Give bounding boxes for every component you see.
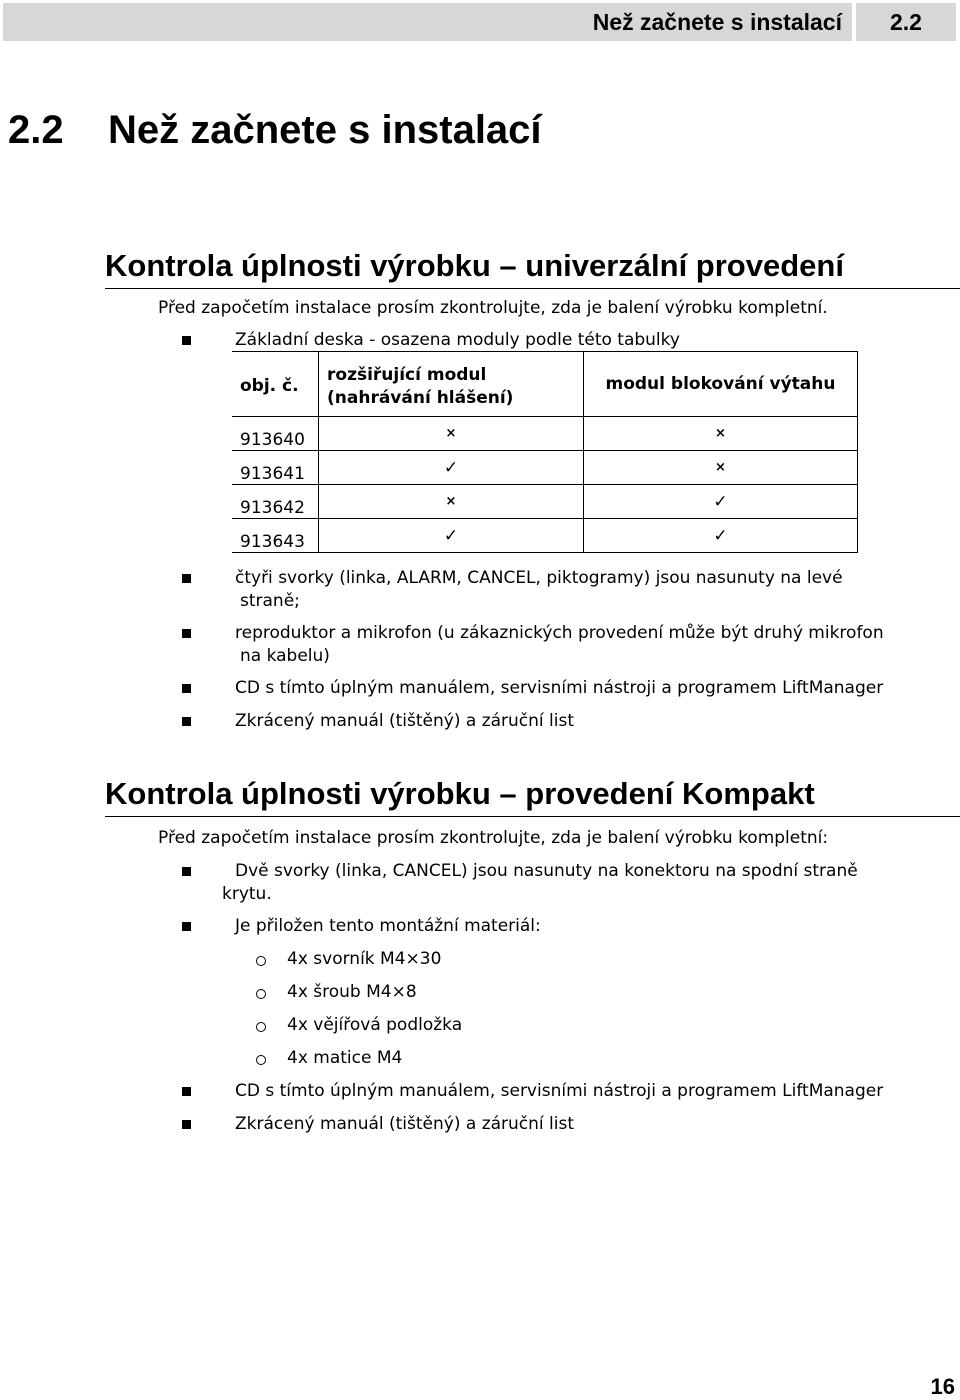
compact-item-4: Zkrácený manuál (tištěný) a záruční list <box>235 1114 575 1134</box>
order-number: 913641 <box>232 451 319 485</box>
table-row <box>232 417 858 451</box>
circle-bullet-icon <box>256 1022 266 1032</box>
circle-bullet-icon <box>256 1055 266 1065</box>
universal-item-3: CD s tímto úplným manuálem, servisními nástroji a programem LiftManager <box>235 678 884 698</box>
col-header-extension-line1: rozšiřující modul <box>327 365 487 385</box>
bullet-icon <box>182 336 191 345</box>
table-row <box>232 485 858 519</box>
circle-bullet-icon <box>256 989 266 999</box>
circle-bullet-icon <box>256 956 266 966</box>
table-row <box>232 519 858 553</box>
bullet-icon <box>182 1087 191 1096</box>
universal-item-4: Zkrácený manuál (tištěný) a záruční list <box>235 711 575 731</box>
universal-heading: Kontrola úplnosti výrobku – univerzální provedení <box>105 248 960 289</box>
cross-icon: × <box>584 417 858 451</box>
universal-item-2-line2: na kabelu) <box>240 646 330 666</box>
bullet-icon <box>182 684 191 693</box>
universal-item-2-line1: reproduktor a mikrofon (u zákaznických provedení může být druhý mikrofon <box>235 623 884 643</box>
table-header-row <box>232 352 858 417</box>
compact-item-1-line2: krytu. <box>222 884 272 904</box>
section-number: 2.2 <box>8 108 64 152</box>
compact-item-3: CD s tímto úplným manuálem, servisními nástroji a programem LiftManager <box>235 1081 884 1101</box>
universal-item-1-line2: straně; <box>240 591 300 611</box>
col-header-extension-module <box>319 352 584 417</box>
cross-icon: × <box>319 485 584 519</box>
checkmark-icon: ✓ <box>319 519 584 553</box>
page-number: 16 <box>930 1374 955 1399</box>
running-header-section-number: 2.2 <box>856 3 956 41</box>
compact-item-2: Je přiložen tento montážní materiál: <box>235 916 541 936</box>
material-item: 4x vějířová podložka <box>287 1015 463 1035</box>
cross-icon: × <box>319 417 584 451</box>
checkmark-icon: ✓ <box>319 451 584 485</box>
col-header-order-number: obj. č. <box>232 352 319 417</box>
bullet-icon <box>182 1120 191 1129</box>
compact-item-1-line1: Dvě svorky (linka, CANCEL) jsou nasunuty na konektoru na spodní straně <box>235 861 858 881</box>
section-heading <box>8 108 542 153</box>
table-row <box>232 451 858 485</box>
material-item: 4x svorník M4×30 <box>287 949 442 969</box>
col-header-lift-blocking: modul blokování výtahu <box>584 352 858 417</box>
compact-intro: Před započetím instalace prosím zkontrolujte, zda je balení výrobku kompletní: <box>158 828 829 848</box>
running-header-title: Než začnete s instalací <box>3 3 852 41</box>
material-item: 4x matice M4 <box>287 1048 403 1068</box>
section-title: Než začnete s instalací <box>108 108 542 152</box>
module-table <box>232 351 858 553</box>
bullet-icon <box>182 574 191 583</box>
order-number: 913642 <box>232 485 319 519</box>
compact-heading: Kontrola úplnosti výrobku – provedení Kompakt <box>105 776 960 817</box>
material-item: 4x šroub M4×8 <box>287 982 417 1002</box>
cross-icon: × <box>584 451 858 485</box>
col-header-extension-line2: (nahrávání hlášení) <box>327 388 514 408</box>
bullet-icon <box>182 717 191 726</box>
bullet-icon <box>182 629 191 638</box>
order-number: 913643 <box>232 519 319 553</box>
checkmark-icon: ✓ <box>584 519 858 553</box>
board-item: Základní deska - osazena moduly podle této tabulky <box>235 330 680 350</box>
bullet-icon <box>182 867 191 876</box>
universal-item-1-line1: čtyři svorky (linka, ALARM, CANCEL, piktogramy) jsou nasunuty na levé <box>235 568 843 588</box>
universal-intro: Před započetím instalace prosím zkontrolujte, zda je balení výrobku kompletní. <box>158 298 828 318</box>
bullet-icon <box>182 922 191 931</box>
checkmark-icon: ✓ <box>584 485 858 519</box>
order-number: 913640 <box>232 417 319 451</box>
